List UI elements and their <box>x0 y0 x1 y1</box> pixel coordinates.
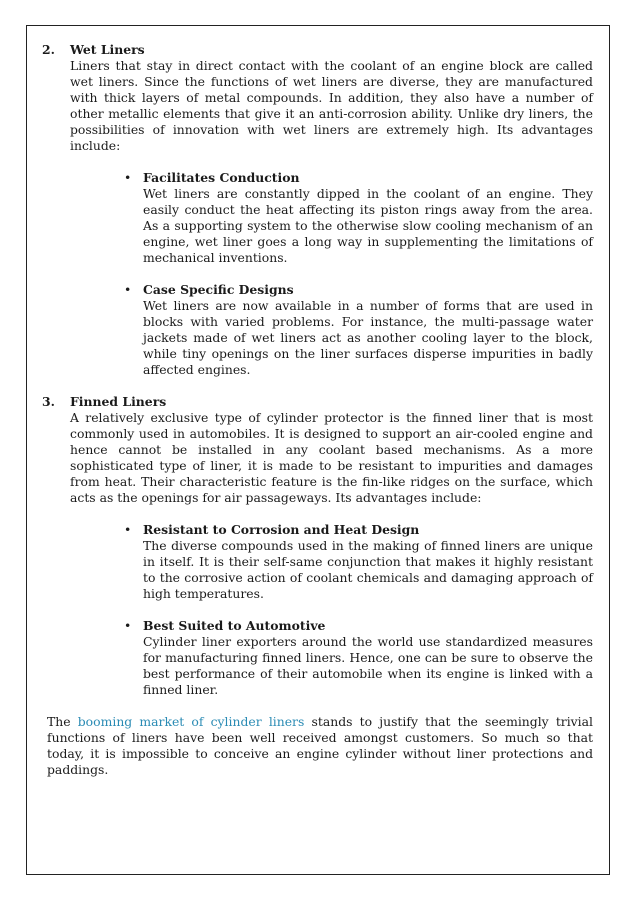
bullet-icon: • <box>124 522 132 537</box>
advantage-title: Case Specific Designs <box>143 282 294 297</box>
advantage-item <box>70 522 593 602</box>
section-title: Finned Liners <box>70 394 167 409</box>
advantage-body: Cylinder liner exporters around the world use standardized measures for manufacturing finned liners. Hence, one can be sure to observe the best performance of their automobile when its engine is linked with a finned liner. <box>143 634 593 697</box>
advantage-item <box>70 618 593 698</box>
section-body: A relatively exclusive type of cylinder protector is the finned liner that is most commonly used in automobiles. It is designed to support an air-cooled engine and hence cannot be installed in any coolant based mechanisms. As a more sophisticated type of liner, it is made to be resistant to impurities and damages from heat. Their characteristic feature is the fin-like ridges on the surface, which acts as the openings for air passageways. Its advantages include: <box>70 410 593 505</box>
bullet-icon: • <box>124 170 132 185</box>
advantage-title: Best Suited to Automotive <box>143 618 326 633</box>
bullet-icon: • <box>124 618 132 633</box>
bullet-icon: • <box>124 282 132 297</box>
advantage-title: Resistant to Corrosion and Heat Design <box>143 522 420 537</box>
closing-prefix: The <box>47 714 78 729</box>
advantage-body: Wet liners are now available in a number of forms that are used in blocks with varied problems. For instance, the multi-passage water jackets made of wet liners act as another cooling layer to the block, while tiny openings on the liner surfaces disperse impurities in badly affected engines. <box>143 298 593 377</box>
advantage-body: Wet liners are constantly dipped in the coolant of an engine. They easily conduct the heat affecting its piston rings away from the area. As a supporting system to the otherwise slow cooling mechanism of an engine, wet liner goes a long way in supplementing the limitations of mechanical inventions. <box>143 186 593 265</box>
closing-paragraph <box>47 714 593 778</box>
section-title: Wet Liners <box>70 42 145 57</box>
advantage-body: The diverse compounds used in the making of finned liners are unique in itself. It is their self-same conjunction that makes it highly resistant to the corrosive action of coolant chemicals and damaging approach of high temperatures. <box>143 538 593 601</box>
section-number: 3. <box>42 394 55 409</box>
advantage-item <box>70 170 593 266</box>
section-body: Liners that stay in direct contact with the coolant of an engine block are called wet liners. Since the functions of wet liners are diverse, they are manufactured with thick layers of metal compounds. In addition, they also have a number of other metallic elements that give it an anti-corrosion ability. Unlike dry liners, the possibilities of innovation with wet liners are extremely high. Its advantages include: <box>70 58 593 153</box>
advantage-item <box>70 282 593 378</box>
document-content <box>42 42 593 778</box>
section-number: 2. <box>42 42 55 57</box>
section-finned-liners <box>42 394 593 698</box>
closing-suffix: stands to justify that the seemingly trivial functions of liners have been well received amongst customers. So much so that today, it is impossible to conceive an engine cylinder without liner protections and paddings. <box>47 714 593 777</box>
section-wet-liners <box>42 42 593 378</box>
booming-market-link[interactable]: booming market of cylinder liners <box>77 714 305 729</box>
advantage-title: Facilitates Conduction <box>143 170 300 185</box>
